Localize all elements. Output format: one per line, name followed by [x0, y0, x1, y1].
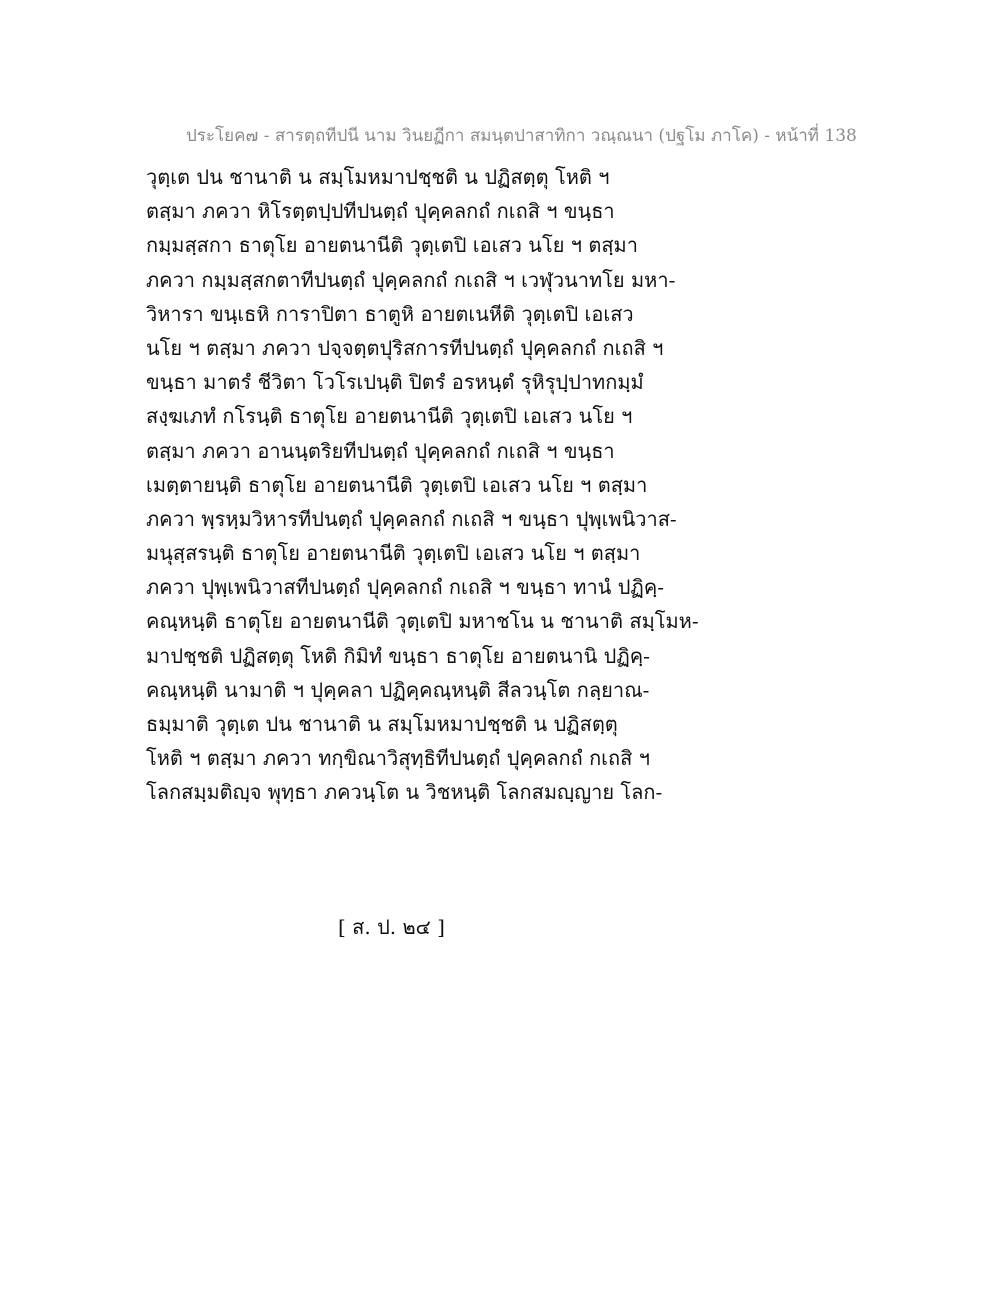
text-line: นโย ฯ ตสฺมา ภควา ปจฺจตฺตปุริสการทีปนตฺถํ ปุคฺคลกถํ กเถสิ ฯ	[146, 335, 664, 360]
text-line: ขนฺธา มาตรํ ชีวิตา โวโรเปนฺติ ปิตรํ อรหนฺตํ รุหิรุปฺปาทกมฺมํ	[146, 370, 644, 395]
text-line: มาปชฺชติ ปฏิสตฺตุ โหติ กิมิทํ ขนฺธา ธาตุโย อายตนานิ ปฏิคฺ-	[146, 643, 650, 668]
body-text	[146, 160, 706, 810]
text-line: คณฺหนฺติ นามาติ ฯ ปุคฺคลา ปฏิคฺคณฺหนฺติ สีลวนฺโต กลฺยาณ-	[146, 677, 650, 702]
text-line: ธมฺมาติ วุตฺเต ปน ชานาติ น สมฺโมหมาปชฺชติ น ปฏิสตฺตุ	[146, 712, 618, 736]
text-line: ภควา ปุพฺเพนิวาสทีปนตฺถํ ปุคฺคลกถํ กเถสิ ฯ ขนฺธา ทานํ ปฏิคฺ-	[146, 575, 664, 600]
text-line: มนุสฺสรนฺติ ธาตุโย อายตนานีติ วุตฺเตปิ เอเสว นโย ฯ ตสฺมา	[146, 541, 641, 566]
text-line: ตสฺมา ภควา หิโรตฺตปฺปทีปนตฺถํ ปุคฺคลกถํ กเถสิ ฯ ขนฺธา	[146, 199, 615, 224]
text-line: โหติ ฯ ตสฺมา ภควา ทกฺขิณาวิสุทฺธิทีปนตฺถํ ปุคฺคลกถํ กเถสิ ฯ	[146, 746, 650, 771]
text-line: ภควา กมฺมสฺสกตาทีปนตฺถํ ปุคฺคลกถํ กเถสิ ฯ เวฬุวนาทโย มหา-	[146, 267, 676, 292]
text-line: คณฺหนฺติ ธาตุโย อายตนานีติ วุตฺเตปิ มหาชโน น ชานาติ สมฺโมห-	[146, 609, 699, 634]
page-marker: [ ส. ป. ๒๔ ]	[338, 915, 445, 939]
text-line: ตสฺมา ภควา อานนฺตริยทีปนตฺถํ ปุคฺคลกถํ กเถสิ ฯ ขนฺธา	[146, 438, 615, 463]
text-line: โลกสมฺมติญฺจ พุทฺธา ภควนฺโต น วิชหนฺติ โลกสมญฺญาย โลก-	[146, 780, 663, 805]
text-line: ภควา พฺรหฺมวิหารทีปนตฺถํ ปุคฺคลกถํ กเถสิ ฯ ขนฺธา ปุพฺเพนิวาส-	[146, 506, 677, 531]
text-line: เมตฺตายนฺติ ธาตุโย อายตนานีติ วุตฺเตปิ เอเสว นโย ฯ ตสฺมา	[146, 472, 648, 497]
running-header: ประโยค๗ - สารตฺถทีปนี นาม วินยฏีกา สมนฺตปาสาทิกา วณฺณนา (ปฐโม ภาโค) - หน้าที่ 138	[186, 126, 857, 146]
text-line: สงฺฆเภทํ กโรนฺติ ธาตุโย อายตนานีติ วุตฺเตปิ เอเสว นโย ฯ	[146, 404, 633, 429]
text-line: วิหารา ขนฺเธหิ การาปิตา ธาตูหิ อายตเนหีติ วุตฺเตปิ เอเสว	[146, 301, 634, 326]
text-line: กมฺมสฺสกา ธาตุโย อายตนานีติ วุตฺเตปิ เอเสว นโย ฯ ตสฺมา	[146, 233, 638, 258]
text-line: วุตฺเต ปน ชานาติ น สมฺโมหมาปชฺชติ น ปฏิสตฺตุ โหติ ฯ	[146, 165, 610, 189]
